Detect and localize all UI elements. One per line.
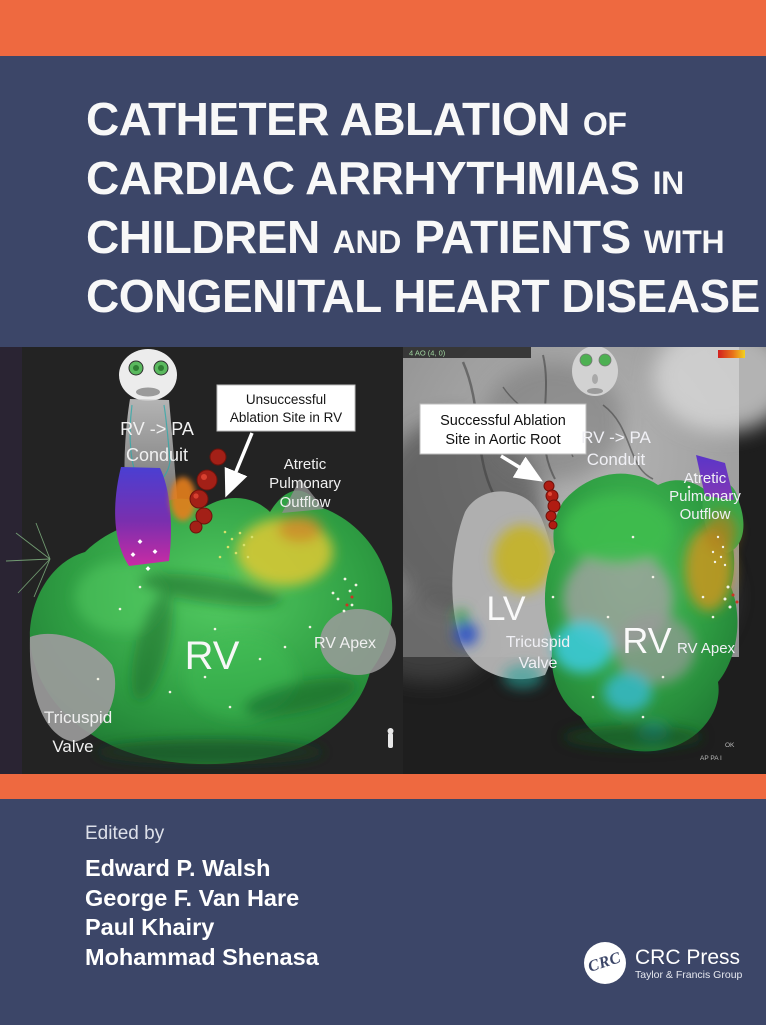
lv-chamber-label: LV (486, 590, 526, 628)
right-outflow-label-3: Outflow (679, 506, 731, 523)
title-line1-small: OF (582, 106, 627, 142)
right-conduit-label-2: Conduit (586, 450, 646, 469)
editor-name: Edward P. Walsh (85, 855, 271, 881)
footer (0, 799, 766, 1025)
edited-by-label: Edited by (85, 823, 165, 844)
view-tag-text: 4 AO (4, 0) (409, 348, 446, 358)
editor-names (85, 854, 319, 972)
right-outflow-label-2: Pulmonary (669, 488, 741, 505)
right-callout-text-1: Successful Ablation (440, 413, 566, 429)
right-map-panel (403, 347, 766, 774)
title-line2-main: CARDIAC ARRHYTHMIAS (86, 152, 640, 204)
left-callout-text-2: Ablation Site in RV (229, 410, 343, 425)
left-conduit-label-2: Conduit (125, 445, 189, 465)
publisher-text (635, 946, 742, 981)
title-line4-main: CONGENITAL HEART DISEASE (86, 270, 760, 322)
left-chamber-label: RV (184, 634, 240, 678)
figure-strip (0, 347, 766, 774)
title-line3-small2: WITH (643, 224, 725, 260)
left-outflow-label-2: Pulmonary (269, 475, 341, 492)
divider-accent-bar (0, 774, 766, 799)
publisher-name: CRC Press (635, 945, 741, 969)
title-block (0, 56, 766, 347)
crc-logo-icon (584, 942, 626, 984)
title-line3-small1: AND (332, 224, 402, 260)
right-callout-text-2: Site in Aortic Root (445, 432, 561, 448)
top-accent-bar (0, 0, 766, 56)
left-outflow-label-1: Atretic (283, 456, 327, 473)
catheter-tip-icon (388, 728, 394, 748)
left-valve-label-1: Tricuspid (43, 708, 113, 727)
left-apex-label: RV Apex (314, 635, 376, 652)
title-line3-part2: PATIENTS (414, 211, 631, 263)
editor-name: Paul Khairy (85, 914, 215, 940)
right-apex-label: RV Apex (676, 640, 736, 657)
projection-text: AP PA I (700, 755, 722, 762)
view-tag-bar (403, 347, 531, 358)
rv-chamber-label: RV (622, 620, 672, 661)
title-line1-main: CATHETER ABLATION (86, 93, 570, 145)
title-line-2 (86, 149, 746, 208)
color-scale-legend (718, 350, 745, 358)
editor-name: George F. Van Hare (85, 884, 300, 911)
left-valve-label-2: Valve (52, 737, 94, 756)
left-conduit-label-1: RV -> PA (120, 419, 194, 439)
right-valve-label-2: Valve (518, 655, 558, 672)
right-outflow-label-1: Atretic (683, 470, 727, 487)
publisher-logo (584, 942, 742, 984)
title-line-1 (86, 90, 746, 149)
right-conduit-label-1: RV -> PA (581, 428, 651, 447)
editor-name: Mohammad Shenasa (85, 943, 319, 970)
publisher-tagline: Taylor & Francis Group (635, 968, 743, 981)
title-line-4 (86, 267, 760, 326)
patient-face-icon (119, 349, 177, 401)
crc-monogram: CRC (586, 949, 624, 976)
title-line2-small: IN (652, 165, 684, 201)
title-line-3 (86, 208, 746, 267)
title-line3-part1: CHILDREN (86, 211, 320, 263)
conduit-voltage-patch (115, 467, 171, 566)
left-map-panel (0, 347, 403, 774)
right-valve-label-1: Tricuspid (505, 634, 571, 651)
patient-face-icon (572, 347, 618, 396)
status-text: OK (725, 742, 735, 749)
left-callout-text-1: Unsuccessful (245, 392, 327, 407)
left-outflow-label-3: Outflow (279, 494, 331, 511)
